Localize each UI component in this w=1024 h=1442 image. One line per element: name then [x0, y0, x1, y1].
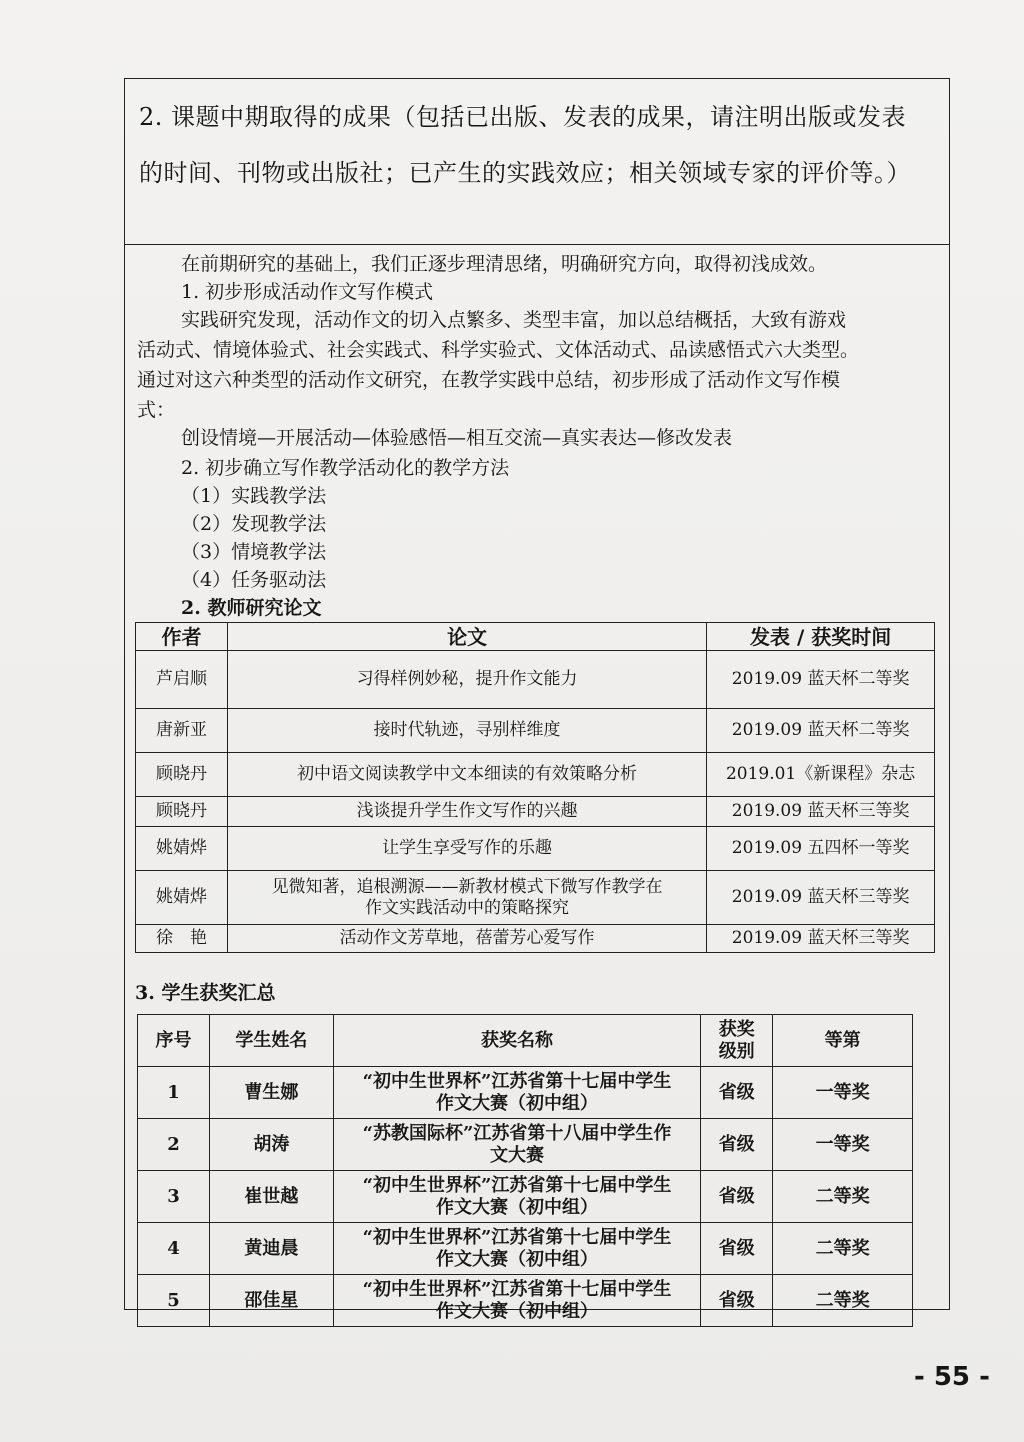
award-grade-cell: 二等奖: [773, 1171, 913, 1223]
writing-mode-text: 创设情境—开展活动—体验感悟—相互交流—真实表达—修改发表: [181, 427, 733, 449]
section-header-box: [125, 79, 949, 245]
award-name-line: 作文大赛（初中组）: [435, 1092, 598, 1114]
table-row: [138, 1067, 913, 1119]
author-cell: 姚婧烨: [136, 871, 228, 925]
table-row: [136, 797, 935, 827]
time-cell: 2019.09 蓝天杯三等奖: [707, 871, 935, 925]
award-name-line: “苏教国际杯”江苏省第十八届中学生作: [362, 1122, 672, 1144]
author-cell: 徐 艳: [136, 925, 228, 953]
table-row: [136, 871, 935, 925]
award-grade-cell: 一等奖: [773, 1119, 913, 1171]
author-cell: 顾晓丹: [136, 753, 228, 797]
award-name-cell: [333, 1223, 700, 1275]
paper-title-cell: [227, 871, 706, 925]
paper-title-cell: 浅谈提升学生作文写作的兴趣: [227, 797, 706, 827]
intro-text: 在前期研究的基础上，我们正逐步理清思绪，明确研究方向，取得初浅成效。: [181, 253, 828, 275]
award-name-line: “初中生世界杯”江苏省第十七届中学生: [362, 1174, 672, 1196]
header-line-1: 2. 课题中期取得的成果（包括已出版、发表的成果，请注明出版或发表: [139, 103, 907, 131]
row-number-cell: 3: [138, 1171, 210, 1223]
paper-title-cell: 活动作文芳草地，蓓蕾芳心爱写作: [227, 925, 706, 953]
award-name-line: “初中生世界杯”江苏省第十七届中学生: [362, 1226, 672, 1248]
award-name-line: 作文大赛（初中组）: [435, 1248, 598, 1270]
award-grade-cell: 二等奖: [773, 1223, 913, 1275]
award-name-cell: [333, 1067, 700, 1119]
author-cell: 芦启顺: [136, 651, 228, 709]
table-header-row: [136, 623, 935, 651]
author-cell: 姚婧烨: [136, 827, 228, 871]
column-header-level: [701, 1015, 773, 1067]
table-header-row: [138, 1015, 913, 1067]
method-item: （3）情境教学法: [181, 541, 327, 563]
table-row: [138, 1171, 913, 1223]
student-name-cell: 黄迪晨: [209, 1223, 333, 1275]
paragraph-1-line-2: 活动式、情境体验式、社会实践式、科学实验式、文体活动式、品读感悟式六大类型。: [137, 339, 860, 361]
paper-title-cell: 接时代轨迹，寻别样维度: [227, 709, 706, 753]
award-name-line: 文大赛: [489, 1144, 544, 1166]
paragraph-1-line-1: 实践研究发现，活动作文的切入点繁多、类型丰富，加以总结概括，大致有游戏: [181, 309, 847, 331]
author-cell: 顾晓丹: [136, 797, 228, 827]
section-3-title: 2. 教师研究论文: [181, 597, 322, 619]
row-number-cell: 1: [138, 1067, 210, 1119]
award-level-cell: 省级: [701, 1067, 773, 1119]
time-cell: 2019.09 蓝天杯三等奖: [707, 925, 935, 953]
page-number: - 55 -: [914, 1362, 990, 1392]
column-header-level-line: 级别: [718, 1040, 755, 1062]
header-line-2: 的时间、刊物或出版社；已产生的实践效应；相关领域专家的评价等。）: [139, 159, 911, 187]
row-number-cell: 2: [138, 1119, 210, 1171]
award-level-cell: 省级: [701, 1275, 773, 1327]
column-header-name: 学生姓名: [209, 1015, 333, 1067]
column-header-no: 序号: [138, 1015, 210, 1067]
table-row: [136, 827, 935, 871]
award-name-cell: [333, 1275, 700, 1327]
section-2-title: 2. 初步确立写作教学活动化的教学方法: [181, 457, 510, 479]
time-cell: 2019.09 蓝天杯二等奖: [707, 651, 935, 709]
time-cell: 2019.09 五四杯一等奖: [707, 827, 935, 871]
award-level-cell: 省级: [701, 1171, 773, 1223]
student-name-cell: 胡涛: [209, 1119, 333, 1171]
method-item: （2）发现教学法: [181, 513, 327, 535]
table-row: [138, 1119, 913, 1171]
row-number-cell: 4: [138, 1223, 210, 1275]
award-name-line: “初中生世界杯”江苏省第十七届中学生: [362, 1278, 672, 1300]
student-name-cell: 邵佳星: [209, 1275, 333, 1327]
table-row: [136, 925, 935, 953]
column-header-author: 作者: [136, 623, 228, 651]
paper-title-cell: 初中语文阅读教学中文本细读的有效策略分析: [227, 753, 706, 797]
awards-table: [137, 1014, 913, 1327]
row-number-cell: 5: [138, 1275, 210, 1327]
awards-title: 3. 学生获奖汇总: [135, 982, 276, 1004]
award-grade-cell: 二等奖: [773, 1275, 913, 1327]
award-level-cell: 省级: [701, 1119, 773, 1171]
table-row: [136, 753, 935, 797]
method-item: （4）任务驱动法: [181, 569, 327, 591]
paper-title-cell: 习得样例妙秘，提升作文能力: [227, 651, 706, 709]
column-header-time: 发表 / 获奖时间: [707, 623, 935, 651]
paper-title-line: 作文实践活动中的策略探究: [365, 897, 570, 918]
time-cell: 2019.09 蓝天杯三等奖: [707, 797, 935, 827]
paper-title-cell: 让学生享受写作的乐趣: [227, 827, 706, 871]
table-row: [136, 651, 935, 709]
time-cell: 2019.09 蓝天杯二等奖: [707, 709, 935, 753]
award-name-line: 作文大赛（初中组）: [435, 1196, 598, 1218]
award-name-cell: [333, 1171, 700, 1223]
award-grade-cell: 一等奖: [773, 1067, 913, 1119]
author-cell: 唐新亚: [136, 709, 228, 753]
award-level-cell: 省级: [701, 1223, 773, 1275]
section-1-title: 1. 初步形成活动作文写作模式: [181, 281, 434, 303]
student-name-cell: 曹生娜: [209, 1067, 333, 1119]
student-name-cell: 崔世越: [209, 1171, 333, 1223]
award-name-line: “初中生世界杯”江苏省第十七届中学生: [362, 1070, 672, 1092]
table-row: [138, 1223, 913, 1275]
award-name-line: 作文大赛（初中组）: [435, 1300, 598, 1322]
method-item: （1）实践教学法: [181, 485, 327, 507]
column-header-award: 获奖名称: [333, 1015, 700, 1067]
papers-table: [135, 622, 935, 953]
paragraph-1-line-3: 通过对这六种类型的活动作文研究，在教学实践中总结，初步形成了活动作文写作模: [137, 369, 841, 391]
time-cell: 2019.01《新课程》杂志: [707, 753, 935, 797]
award-name-cell: [333, 1119, 700, 1171]
column-header-paper: 论文: [227, 623, 706, 651]
paper-title-line: 见微知著，追根溯源——新教材模式下微写作教学在: [271, 877, 663, 898]
column-header-level-line: 获奖: [718, 1018, 755, 1040]
column-header-grade: 等第: [773, 1015, 913, 1067]
paragraph-1-line-4: 式：: [137, 399, 176, 421]
form-frame: [124, 78, 950, 1322]
table-row: [136, 709, 935, 753]
table-row: [138, 1275, 913, 1327]
